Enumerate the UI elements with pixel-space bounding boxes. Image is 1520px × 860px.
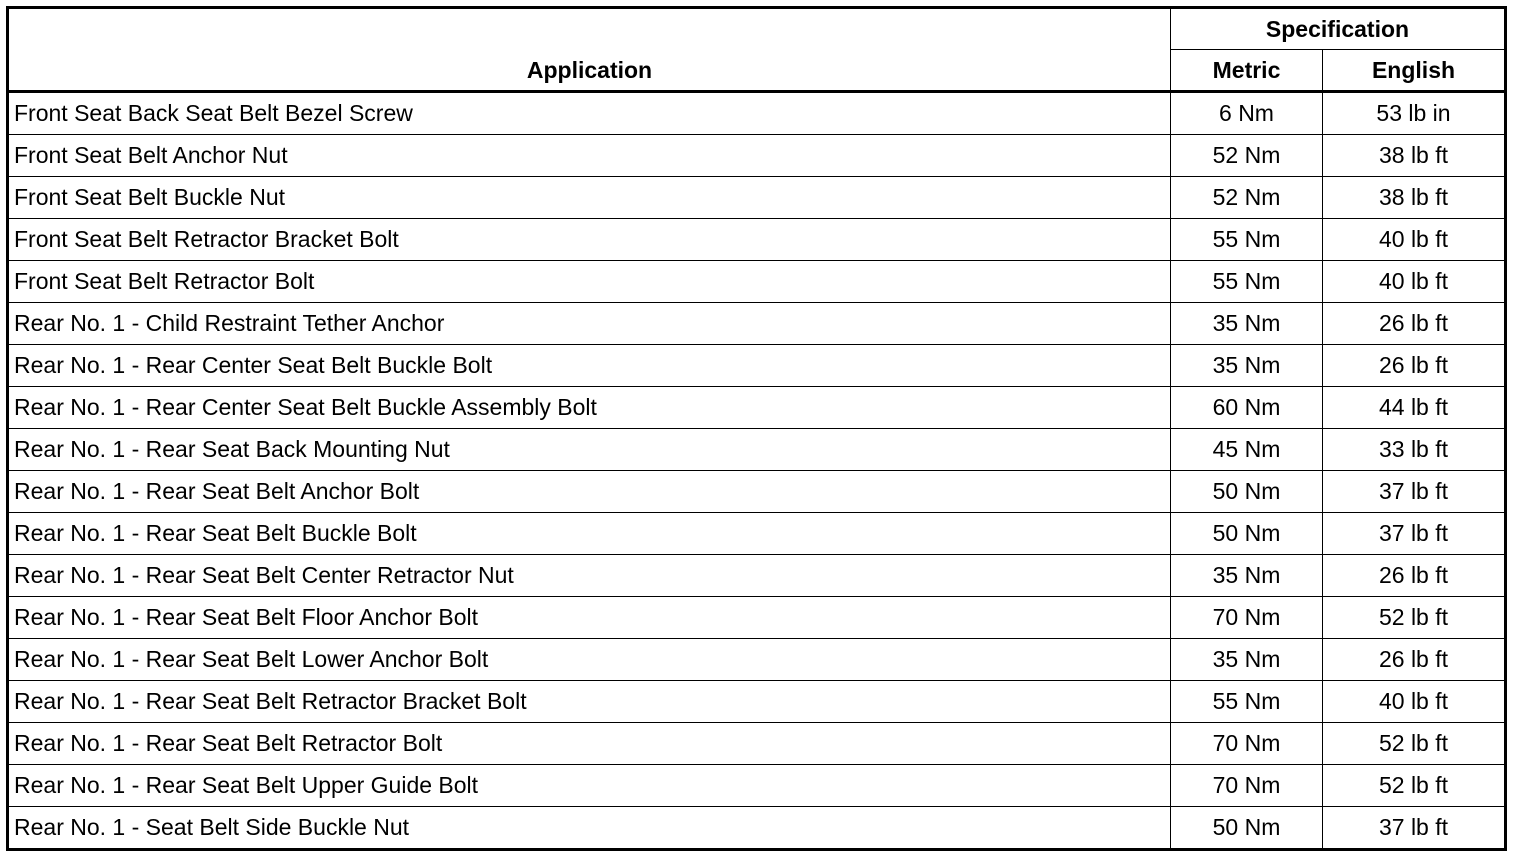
- table-row: [8, 471, 1506, 513]
- application-cell: Rear No. 1 - Rear Seat Belt Retractor Bracket Bolt: [8, 681, 1171, 723]
- english-cell: 40 lb ft: [1323, 219, 1506, 261]
- english-column-header: English: [1323, 50, 1506, 92]
- table-row: [8, 681, 1506, 723]
- table-row: [8, 177, 1506, 219]
- table-body: [8, 92, 1506, 850]
- metric-cell: 50 Nm: [1171, 807, 1323, 850]
- english-cell: 44 lb ft: [1323, 387, 1506, 429]
- application-column-header: Application: [8, 8, 1171, 92]
- application-cell: Rear No. 1 - Rear Seat Belt Floor Anchor Bolt: [8, 597, 1171, 639]
- application-cell: Rear No. 1 - Rear Seat Back Mounting Nut: [8, 429, 1171, 471]
- table-row: [8, 219, 1506, 261]
- english-cell: 53 lb in: [1323, 92, 1506, 135]
- metric-cell: 6 Nm: [1171, 92, 1323, 135]
- torque-specification-table: [6, 6, 1507, 851]
- english-cell: 52 lb ft: [1323, 765, 1506, 807]
- header-row-top: [8, 8, 1506, 50]
- table-row: [8, 429, 1506, 471]
- metric-column-header: Metric: [1171, 50, 1323, 92]
- english-cell: 38 lb ft: [1323, 135, 1506, 177]
- application-cell: Rear No. 1 - Rear Center Seat Belt Buckle Assembly Bolt: [8, 387, 1171, 429]
- english-cell: 26 lb ft: [1323, 345, 1506, 387]
- application-cell: Front Seat Belt Retractor Bracket Bolt: [8, 219, 1171, 261]
- english-cell: 52 lb ft: [1323, 723, 1506, 765]
- metric-cell: 70 Nm: [1171, 723, 1323, 765]
- table-row: [8, 555, 1506, 597]
- application-cell: Rear No. 1 - Rear Seat Belt Anchor Bolt: [8, 471, 1171, 513]
- application-cell: Rear No. 1 - Rear Seat Belt Upper Guide Bolt: [8, 765, 1171, 807]
- english-cell: 37 lb ft: [1323, 513, 1506, 555]
- table-row: [8, 597, 1506, 639]
- english-cell: 40 lb ft: [1323, 681, 1506, 723]
- english-cell: 26 lb ft: [1323, 639, 1506, 681]
- table-row: [8, 303, 1506, 345]
- metric-cell: 35 Nm: [1171, 303, 1323, 345]
- metric-cell: 52 Nm: [1171, 135, 1323, 177]
- table-row: [8, 261, 1506, 303]
- metric-cell: 52 Nm: [1171, 177, 1323, 219]
- specification-column-header: Specification: [1171, 8, 1506, 50]
- application-cell: Rear No. 1 - Child Restraint Tether Anchor: [8, 303, 1171, 345]
- english-cell: 37 lb ft: [1323, 471, 1506, 513]
- metric-cell: 35 Nm: [1171, 639, 1323, 681]
- table-header: [8, 8, 1506, 92]
- application-cell: Front Seat Back Seat Belt Bezel Screw: [8, 92, 1171, 135]
- metric-cell: 55 Nm: [1171, 219, 1323, 261]
- table-row: [8, 765, 1506, 807]
- application-cell: Rear No. 1 - Rear Seat Belt Center Retractor Nut: [8, 555, 1171, 597]
- application-cell: Rear No. 1 - Rear Seat Belt Lower Anchor Bolt: [8, 639, 1171, 681]
- application-cell: Rear No. 1 - Seat Belt Side Buckle Nut: [8, 807, 1171, 850]
- english-cell: 26 lb ft: [1323, 303, 1506, 345]
- table-row: [8, 723, 1506, 765]
- table-row: [8, 807, 1506, 850]
- application-cell: Rear No. 1 - Rear Seat Belt Retractor Bolt: [8, 723, 1171, 765]
- metric-cell: 55 Nm: [1171, 681, 1323, 723]
- table-row: [8, 387, 1506, 429]
- metric-cell: 35 Nm: [1171, 555, 1323, 597]
- metric-cell: 55 Nm: [1171, 261, 1323, 303]
- application-cell: Front Seat Belt Anchor Nut: [8, 135, 1171, 177]
- metric-cell: 50 Nm: [1171, 471, 1323, 513]
- application-cell: Front Seat Belt Buckle Nut: [8, 177, 1171, 219]
- english-cell: 38 lb ft: [1323, 177, 1506, 219]
- application-cell: Rear No. 1 - Rear Seat Belt Buckle Bolt: [8, 513, 1171, 555]
- english-cell: 52 lb ft: [1323, 597, 1506, 639]
- metric-cell: 70 Nm: [1171, 765, 1323, 807]
- english-cell: 40 lb ft: [1323, 261, 1506, 303]
- table-row: [8, 345, 1506, 387]
- english-cell: 26 lb ft: [1323, 555, 1506, 597]
- table-row: [8, 639, 1506, 681]
- metric-cell: 60 Nm: [1171, 387, 1323, 429]
- metric-cell: 50 Nm: [1171, 513, 1323, 555]
- metric-cell: 45 Nm: [1171, 429, 1323, 471]
- application-cell: Rear No. 1 - Rear Center Seat Belt Buckle Bolt: [8, 345, 1171, 387]
- english-cell: 33 lb ft: [1323, 429, 1506, 471]
- application-cell: Front Seat Belt Retractor Bolt: [8, 261, 1171, 303]
- metric-cell: 70 Nm: [1171, 597, 1323, 639]
- english-cell: 37 lb ft: [1323, 807, 1506, 850]
- table-row: [8, 135, 1506, 177]
- metric-cell: 35 Nm: [1171, 345, 1323, 387]
- table-row: [8, 92, 1506, 135]
- table-row: [8, 513, 1506, 555]
